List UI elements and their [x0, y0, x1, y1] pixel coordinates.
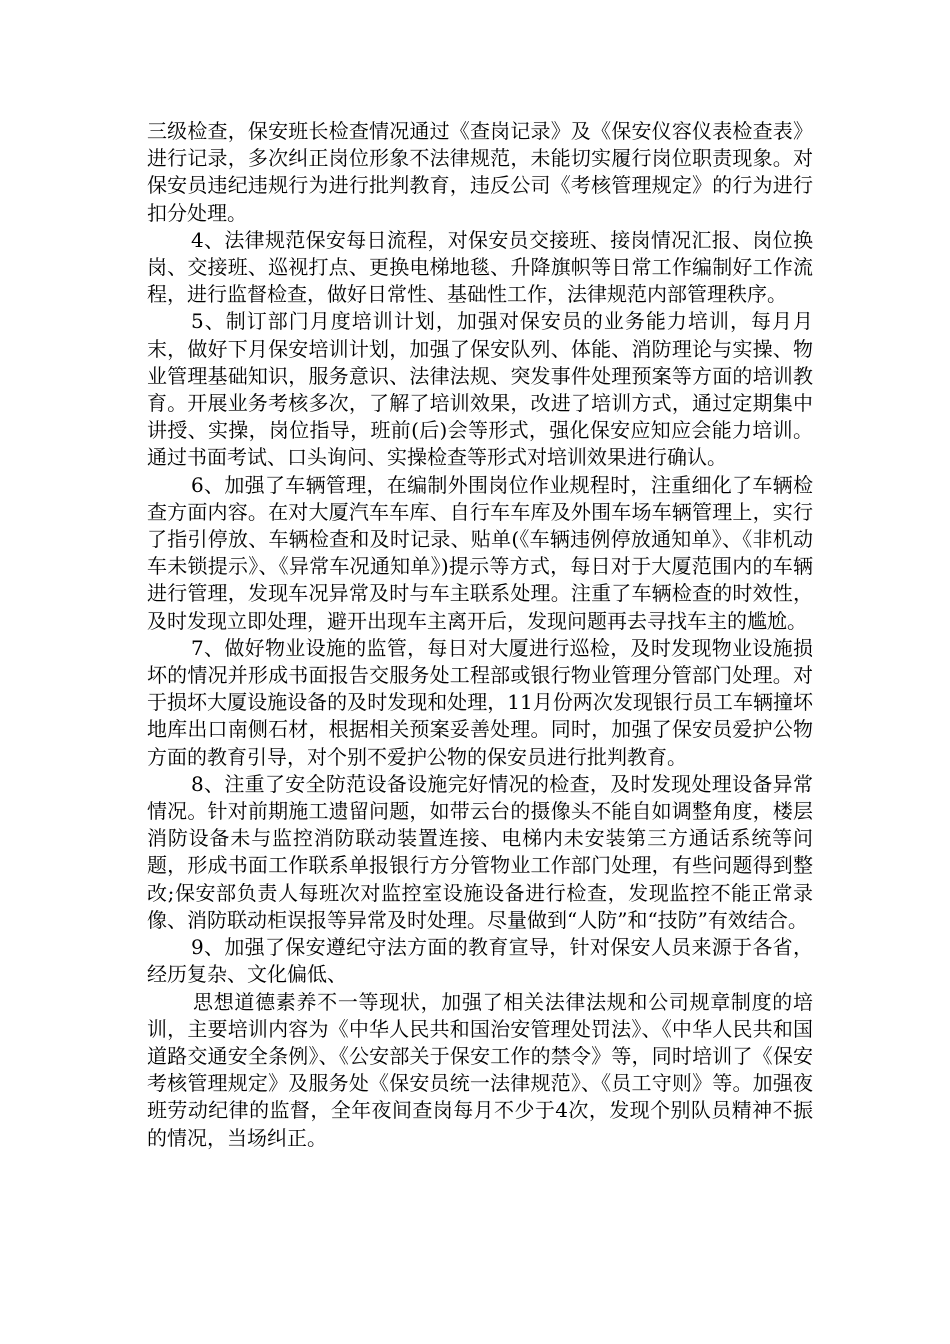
paragraph-item-8: 8、注重了安全防范设备设施完好情况的检查，及时发现处理设备异常情况。针对前期施工遗留问题，如带云台的摄像头不能自如调整角度，楼层消防设备未与监控消防联动装置连接、电梯内未安装第三方通话系统等问题，形成书面工作联系单报银行方分管物业工作部门处理，有些问题得到整改;保安部负责人每班次对监控室设施设备进行检查，发现监控不能正常录像、消防联动柜误报等异常及时处理。尽量做到“人防”和“技防”有效结合。	[147, 771, 813, 932]
paragraph-item-4: 4、法律规范保安每日流程，对保安员交接班、接岗情况汇报、岗位换岗、交接班、巡视打点、更换电梯地毯、升降旗帜等日常工作编制好工作流程，进行监督检查，做好日常性、基础性工作，法律规范内部管理秩序。	[147, 227, 813, 307]
paragraph-item-7: 7、做好物业设施的监管，每日对大厦进行巡检，及时发现物业设施损坏的情况并形成书面报告交服务处工程部或银行物业管理分管部门处理。对于损坏大厦设施设备的及时发现和处理，11月份两次发现银行员工车辆撞坏地库出口南侧石材，根据相关预案妥善处理。同时，加强了保安员爱护公物方面的教育引导，对个别不爱护公物的保安员进行批判教育。	[147, 635, 813, 769]
paragraph-inspection-records: 三级检查，保安班长检查情况通过《查岗记录》及《保安仪容仪表检查表》进行记录，多次纠正岗位形象不法律规范，未能切实履行岗位职责现象。对保安员违纪违规行为进行批判教育，违反公司《考核管理规定》的行为进行扣分处理。	[147, 119, 813, 225]
document-page	[147, 118, 813, 1152]
paragraph-item-9-continued: 思想道德素养不一等现状，加强了相关法律法规和公司规章制度的培训，主要培训内容为《中华人民共和国治安管理处罚法》、《中华人民共和国道路交通安全条例》、《公安部关于保安工作的禁令》等，同时培训了《保安考核管理规定》及服务处《保安员统一法律规范》、《员工守则》等。加强夜班劳动纪律的监督，全年夜间查岗每月不少于4次，发现个别队员精神不振的情况，当场纠正。	[147, 989, 813, 1150]
paragraph-item-6: 6、加强了车辆管理，在编制外围岗位作业规程时，注重细化了车辆检查方面内容。在对大厦汽车车库、自行车车库及外围车场车辆管理上，实行了指引停放、车辆检查和及时记录、贴单(《车辆违例停放通知单》、《非机动车未锁提示》、《异常车况通知单》)提示等方式，每日对于大厦范围内的车辆进行管理，发现车况异常及时与车主联系处理。注重了车辆检查的时效性，及时发现立即处理，避开出现车主离开后，发现问题再去寻找车主的尴尬。	[147, 472, 813, 633]
paragraph-item-5: 5、制订部门月度培训计划，加强对保安员的业务能力培训，每月月末，做好下月保安培训计划，加强了保安队列、体能、消防理论与实操、物业管理基础知识，服务意识、法律法规、突发事件处理预案等方面的培训教育。开展业务考核多次，了解了培训效果，改进了培训方式，通过定期集中讲授、实操，岗位指导，班前(后)会等形式，强化保安应知应会能力培训。通过书面考试、口头询问、实操检查等形式对培训效果进行确认。	[147, 309, 813, 470]
paragraph-item-9: 9、加强了保安遵纪守法方面的教育宣导，针对保安人员来源于各省，经历复杂、文化偏低、	[147, 935, 813, 987]
